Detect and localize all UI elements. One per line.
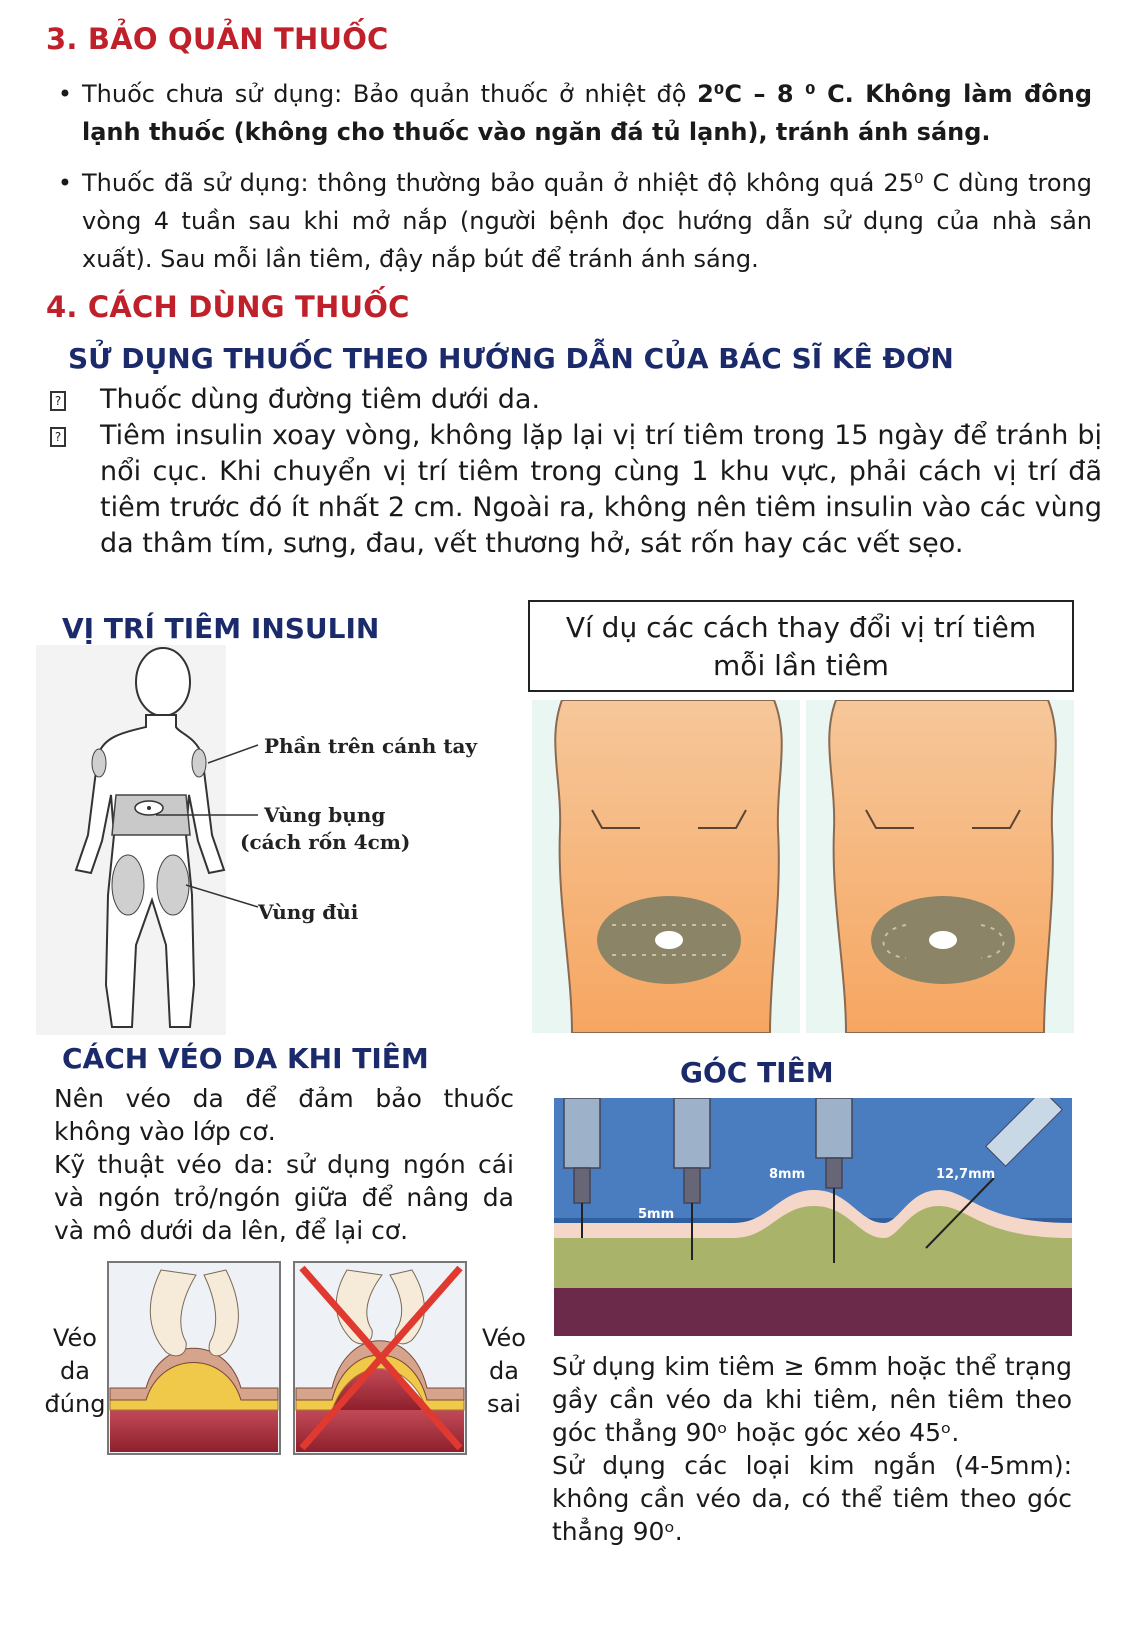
- label-belly: Vùng bụng: [264, 803, 386, 827]
- usage-item-2-text: Tiêm insulin xoay vòng, không lặp lại vị trí tiêm trong 15 ngày để tránh bị nổi cục. Khi chuyển vị trí tiêm trong cùng 1 khu vực, phải cách vị trí đã tiêm trước đó ít nhất 2 cm. Ngoài ra, không nên tiêm insulin vào các vùng da thâm tím, sưng, đau, vết thương hở, sát rốn hay các vết sẹo.: [100, 420, 1102, 559]
- rotation-caption-box: [528, 600, 1074, 692]
- label-belly-distance: (cách rốn 4cm): [240, 830, 411, 854]
- label-line: đúng: [44, 1390, 106, 1418]
- usage-item-2: [50, 418, 1102, 562]
- pinch-description: [54, 1082, 514, 1247]
- pinch-technique-illustration: [106, 1260, 470, 1456]
- label-thigh: Vùng đùi: [258, 900, 359, 924]
- pinch-para-1: Nên véo da để đảm bảo thuốc không vào lớp cơ.: [54, 1084, 514, 1146]
- square-bullet-icon: ?: [50, 427, 66, 447]
- rotation-caption-line1: Ví dụ các cách thay đổi vị trí tiêm: [565, 611, 1037, 644]
- pinch-correct-panel: [108, 1262, 280, 1454]
- angle-description: [552, 1350, 1072, 1548]
- pinch-wrong-label: [472, 1322, 536, 1421]
- angle-title: GÓC TIÊM: [680, 1056, 834, 1089]
- section-4-subtitle: SỬ DỤNG THUỐC THEO HƯỚNG DẪN CỦA BÁC SĨ KÊ ĐƠN: [68, 342, 954, 375]
- label-5mm: 5mm: [638, 1207, 675, 1222]
- label-line: Véo: [52, 1324, 97, 1352]
- storage-unused-bold: 2⁰C – 8 ⁰ C. Không làm đông lạnh thuốc (không cho thuốc vào ngăn đá tủ lạnh), tránh ánh sáng.: [82, 80, 1092, 146]
- storage-bullet-unused: [52, 75, 1092, 151]
- label-line: Véo: [481, 1324, 526, 1352]
- angle-para-2: Sử dụng các loại kim ngắn (4-5mm): không cần véo da, có thể tiêm theo góc thẳng 90ᵒ.: [552, 1451, 1072, 1546]
- rotation-torso-illustration: [532, 700, 1074, 1033]
- usage-item-1-text: Thuốc dùng đường tiêm dưới da.: [100, 384, 541, 415]
- section-3-title: 3. BẢO QUẢN THUỐC: [46, 22, 389, 56]
- section-4-title: 4. CÁCH DÙNG THUỐC: [46, 290, 410, 324]
- label-upper-arm: Phần trên cánh tay: [264, 734, 478, 758]
- pinch-wrong-panel: [294, 1262, 466, 1454]
- label-line: sai: [487, 1390, 521, 1418]
- storage-unused-text: Thuốc chưa sử dụng: Bảo quản thuốc ở nhiệt độ: [82, 80, 698, 108]
- label-8mm: 8mm: [769, 1167, 806, 1182]
- angle-para-1: Sử dụng kim tiêm ≥ 6mm hoặc thể trạng gầy cần véo da khi tiêm, nên tiêm theo góc thẳng 90ᵒ hoặc góc xéo 45ᵒ.: [552, 1352, 1072, 1447]
- usage-item-1: [50, 382, 1102, 418]
- storage-bullet-used: [52, 164, 1092, 278]
- label-line: da: [60, 1357, 90, 1385]
- pinch-para-2: Kỹ thuật véo da: sử dụng ngón cái và ngón trỏ/ngón giữa để nâng da và mô dưới da lên, để lại cơ.: [54, 1150, 514, 1245]
- square-bullet-icon: ?: [50, 391, 66, 411]
- label-12-7mm: 12,7mm: [936, 1167, 996, 1182]
- pinch-title: CÁCH VÉO DA KHI TIÊM: [62, 1042, 429, 1075]
- bullet-marker: •: [57, 169, 73, 197]
- pinch-correct-label: [40, 1322, 110, 1421]
- label-line: da: [489, 1357, 519, 1385]
- bullet-marker: •: [57, 80, 73, 108]
- injection-angle-illustration: [554, 1098, 1072, 1336]
- storage-used-text: Thuốc đã sử dụng: thông thường bảo quản ở nhiệt độ không quá 25⁰ C dùng trong vòng 4 tuần sau khi mở nắp (người bệnh đọc hướng dẫn sử dụng của nhà sản xuất). Sau mỗi lần tiêm, đậy nắp bút để tránh ánh sáng.: [82, 169, 1092, 273]
- rotation-caption-line2: mỗi lần tiêm: [713, 649, 889, 682]
- injection-sites-title: VỊ TRÍ TIÊM INSULIN: [62, 612, 380, 645]
